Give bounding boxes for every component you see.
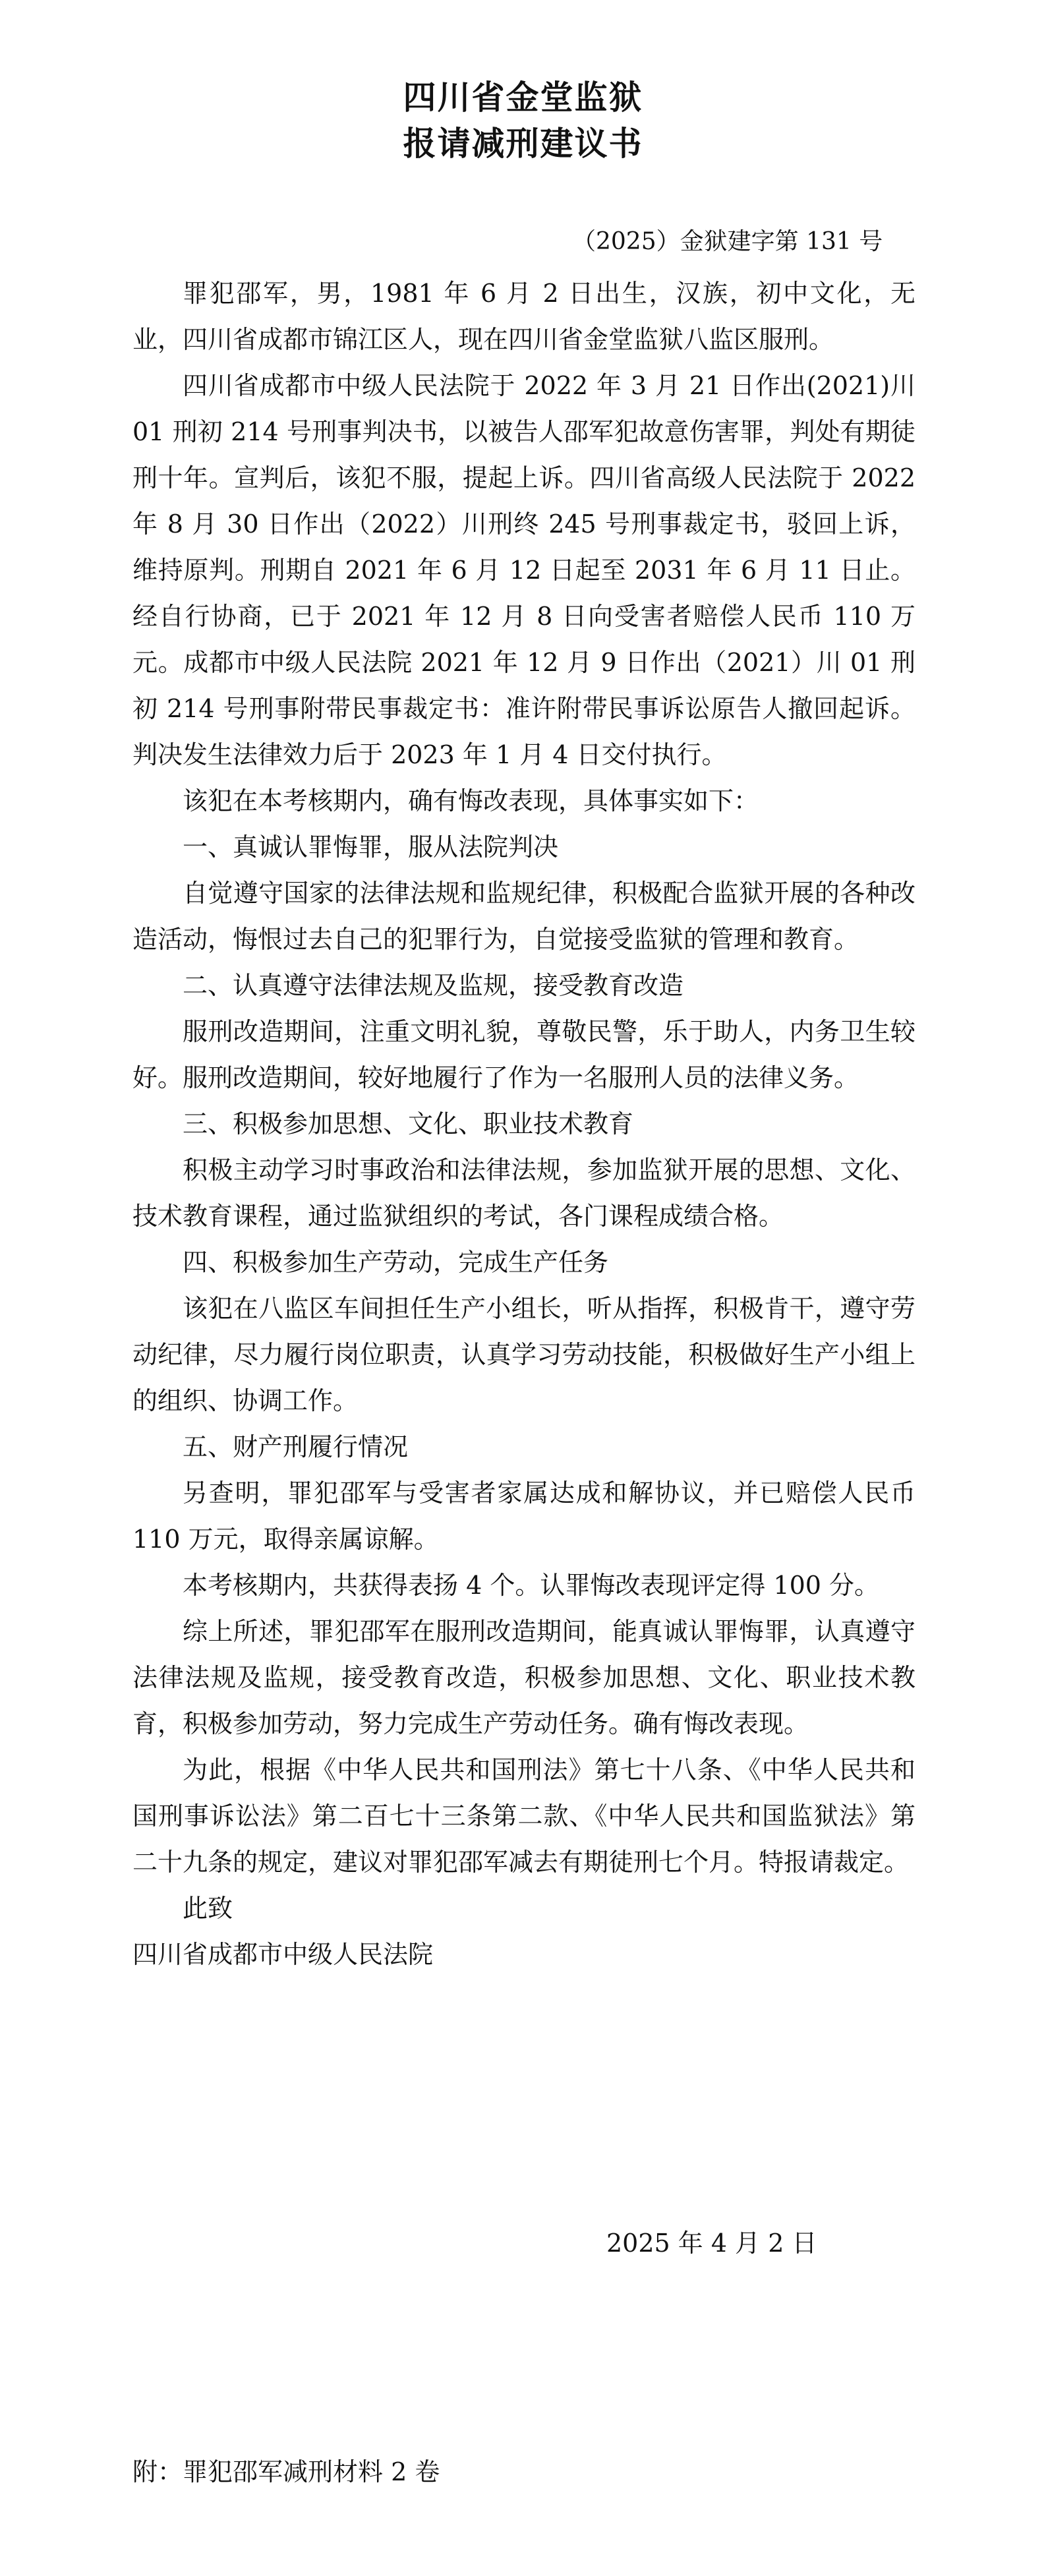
- document-date: 2025 年 4 月 2 日: [606, 2229, 817, 2258]
- section-body-3: 积极主动学习时事政治和法律法规，参加监狱开展的思想、文化、技术教育课程，通过监狱组织的考试，各门课程成绩合格。: [132, 1156, 915, 1231]
- document-body: [132, 270, 915, 1977]
- document-title-line2: 报请减刑建议书: [403, 125, 643, 163]
- paragraph-intro: 该犯在本考核期内，确有悔改表现，具体事实如下：: [183, 786, 759, 815]
- paragraph-sentence-history: 四川省成都市中级人民法院于 2022 年 3 月 21 日作出(2021)川 01 刑初 214 号刑事判决书，以被告人邵军犯故意伤害罪，判处有期徒刑十年。宣判后，该犯不服，提起上诉。四川省高级人民法院于 2022 年 8 月 30 日作出（2022）川刑终 245 号刑事裁定书，驳回上诉，维持原判。刑期自 2021 年 6 月 12 日起至 2031 年 6 月 11 日止。经自行协商，已于 2021 年 12 月 8 日向受害者赔偿人民币 110 万元。成都市中级人民法院 2021 年 12 月 9 日作出（2021）川 01 刑初 214 号刑事附带民事裁定书：准许附带民事诉讼原告人撤回起诉。判决发生法律效力后于 2023 年 1 月 4 日交付执行。: [132, 371, 915, 769]
- paragraph-assessment: 本考核期内，共获得表扬 4 个。认罪悔改表现评定得 100 分。: [183, 1571, 880, 1600]
- paragraph-recommendation: 为此，根据《中华人民共和国刑法》第七十八条、《中华人民共和国刑事诉讼法》第二百七十三条第二款、《中华人民共和国监狱法》第二十九条的规定，建议对罪犯邵军减去有期徒刑七个月。特报请裁定。: [132, 1755, 915, 1877]
- document-number: （2025）金狱建字第 131 号: [572, 228, 883, 255]
- section-heading-4: 四、积极参加生产劳动，完成生产任务: [183, 1248, 609, 1277]
- section-heading-1: 一、真诚认罪悔罪，服从法院判决: [183, 833, 559, 862]
- paragraph-summary: 综上所述，罪犯邵军在服刑改造期间，能真诚认罪悔罪，认真遵守法律法规及监规，接受教育改造，积极参加思想、文化、职业技术教育，积极参加劳动，努力完成生产劳动任务。确有悔改表现。: [132, 1617, 915, 1738]
- document-title-line1: 四川省金堂监狱: [403, 78, 643, 117]
- recipient: 四川省成都市中级人民法院: [132, 1940, 434, 1969]
- section-body-4: 该犯在八监区车间担任生产小组长，听从指挥，积极肯干，遵守劳动纪律，尽力履行岗位职责，认真学习劳动技能，积极做好生产小组上的组织、协调工作。: [132, 1294, 915, 1415]
- section-heading-2: 二、认真遵守法律法规及监规，接受教育改造: [183, 971, 684, 1000]
- section-heading-3: 三、积极参加思想、文化、职业技术教育: [183, 1109, 634, 1138]
- paragraph-salutation: 此致: [183, 1894, 233, 1923]
- section-heading-5: 五、财产刑履行情况: [183, 1432, 409, 1461]
- section-body-5: 另查明，罪犯邵军与受害者家属达成和解协议，并已赔偿人民币 110 万元，取得亲属谅解。: [132, 1478, 915, 1554]
- attachment-note: 附：罪犯邵军减刑材料 2 卷: [132, 2457, 440, 2486]
- section-body-2: 服刑改造期间，注重文明礼貌，尊敬民警，乐于助人，内务卫生较好。服刑改造期间，较好地履行了作为一名服刑人员的法律义务。: [132, 1017, 915, 1092]
- paragraph-offender-info: 罪犯邵军，男，1981 年 6 月 2 日出生，汉族，初中文化，无业，四川省成都市锦江区人，现在四川省金堂监狱八监区服刑。: [132, 279, 915, 354]
- section-body-1: 自觉遵守国家的法律法规和监规纪律，积极配合监狱开展的各种改造活动，悔恨过去自己的犯罪行为，自觉接受监狱的管理和教育。: [132, 879, 915, 954]
